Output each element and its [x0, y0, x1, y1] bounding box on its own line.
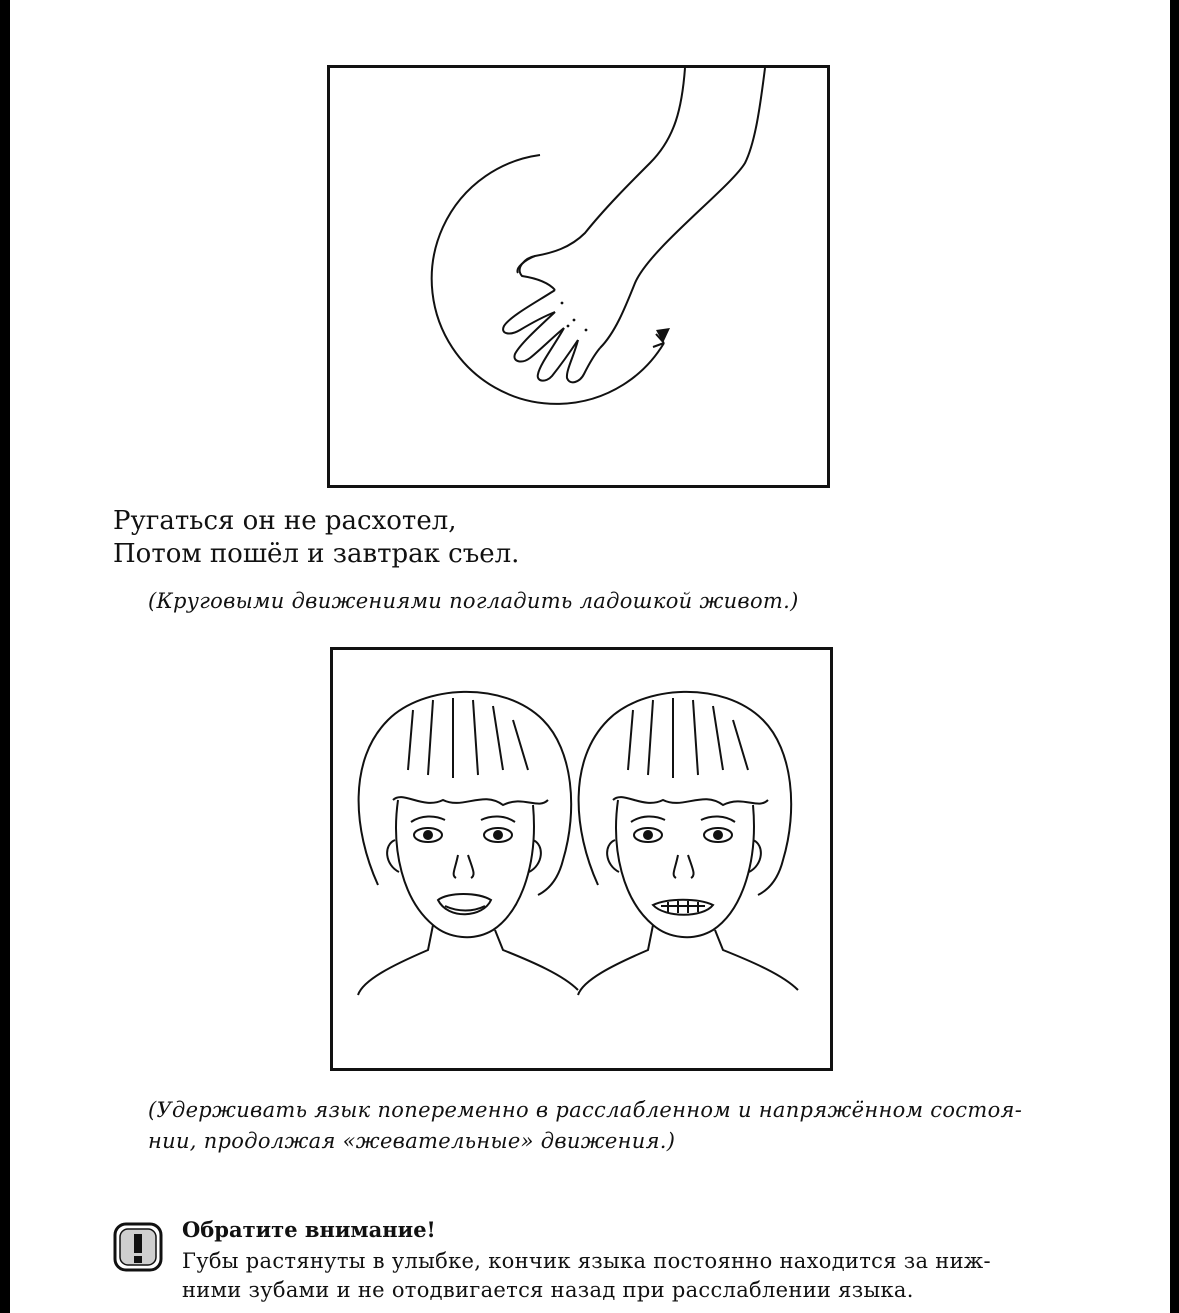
verse	[113, 505, 519, 571]
illustration-hand-circle	[327, 65, 830, 488]
instruction-2-line-2: нии, продолжая «жевательные» движения.)	[148, 1129, 676, 1153]
attention-title: Обратите внимание!	[182, 1217, 436, 1242]
illustration-two-faces	[330, 647, 833, 1071]
verse-line-2: Потом пошёл и завтрак съел.	[113, 539, 520, 569]
document-page	[10, 0, 1170, 1313]
hand-circle-drawing	[330, 68, 827, 485]
instruction-1: (Круговыми движениями погладить ладошкой живот.)	[148, 589, 799, 613]
exclamation-icon	[113, 1222, 163, 1272]
two-faces-drawing	[333, 650, 830, 1068]
attention-text	[182, 1247, 1062, 1305]
verse-line-1: Ругаться он не расхотел,	[113, 506, 457, 536]
attention-text-line-1: Губы растянуты в улыбке, кончик языка постоянно находится за ниж-	[182, 1249, 991, 1273]
instruction-2-line-1: (Удерживать язык попеременно в расслабленном и напряжённом состоя-	[148, 1098, 1023, 1122]
attention-text-line-2: ними зубами и не отодвигается назад при расслаблении языка.	[182, 1278, 914, 1302]
instruction-2	[148, 1095, 1068, 1157]
